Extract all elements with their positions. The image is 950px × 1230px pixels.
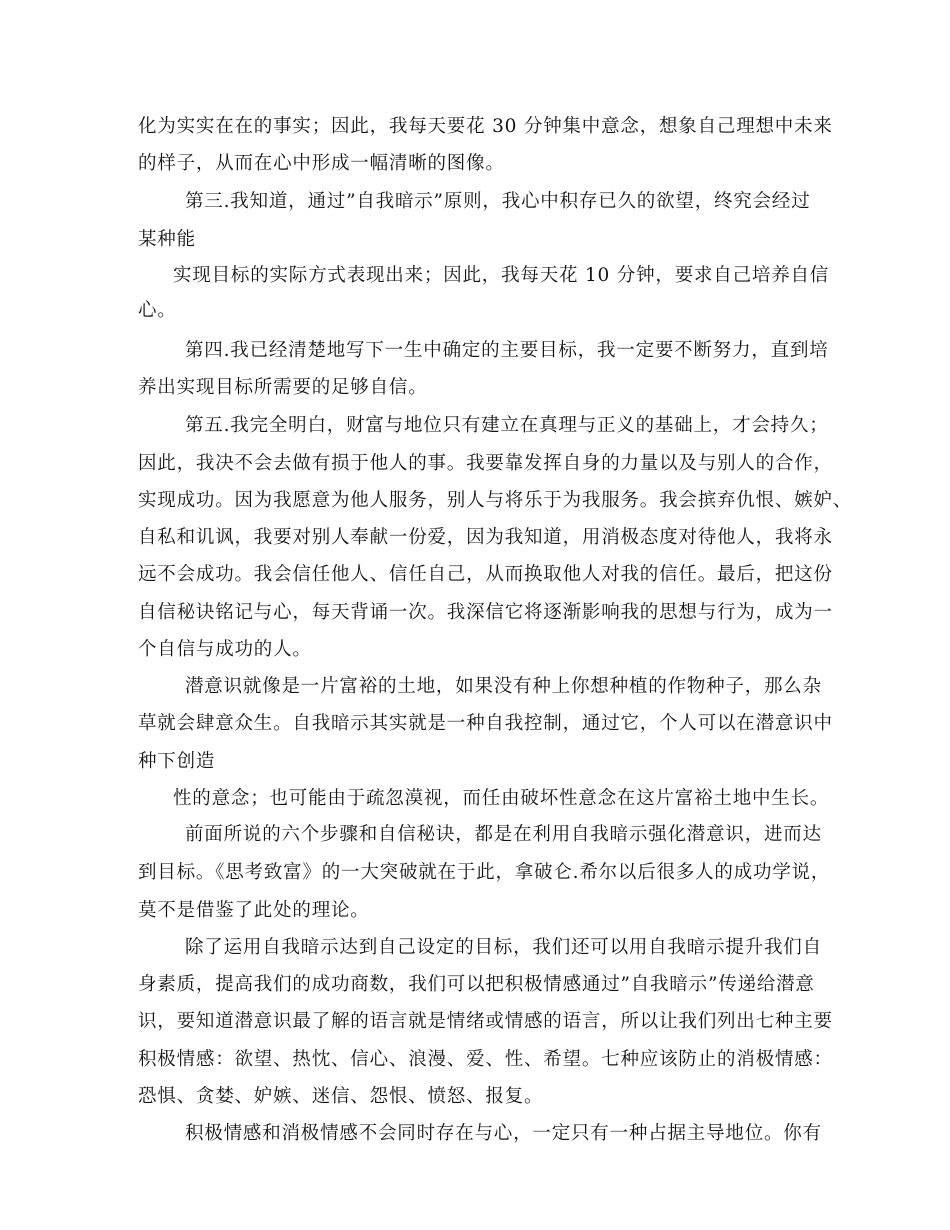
text-line: 实现成功。因为我愿意为他人服务，别人与将乐于为我服务。我会摈弃仇恨、嫉妒、 (138, 490, 853, 511)
text-line: 种下创造 (138, 751, 216, 772)
text-line: 积极情感：欲望、热忱、信心、浪漫、爱、性、希望。七种应该防止的消极情感： (138, 1049, 833, 1070)
text-line: 心。 (138, 300, 177, 321)
text-line: 实现目标的实际方式表现出来；因此，我每天花 10 分钟，要求自己培养自信 (173, 265, 830, 286)
text-line: 前面所说的六个步骤和自信秘诀，都是在利用自我暗示强化潜意识，进而达 (185, 824, 822, 845)
text-line: 的样子，从而在心中形成一幅清晰的图像。 (138, 153, 505, 174)
text-line: 潜意识就像是一片富裕的土地，如果没有种上你想种植的作物种子，那么杂 (185, 676, 822, 697)
text-line: 第三.我知道，通过”自我暗示”原则，我心中积存已久的欲望，终究会经过 (185, 191, 811, 212)
text-line: 身素质，提高我们的成功商数，我们可以把积极情感通过”自我暗示”传递给潜意 (138, 974, 815, 995)
text-line: 第四.我已经清楚地写下一生中确定的主要目标，我一定要不断努力，直到培 (185, 340, 829, 361)
text-line: 第五.我完全明白，财富与地位只有建立在真理与正义的基础上，才会持久； (185, 415, 829, 436)
text-line: 莫不是借鉴了此处的理论。 (138, 900, 370, 921)
text-line: 某种能 (138, 229, 196, 250)
text-line: 自私和讥讽，我要对别人奉献一份爱，因为我知道，用消极态度对待他人，我将永 (138, 527, 833, 548)
text-line: 草就会肆意众生。自我暗示其实就是一种自我控制，通过它，个人可以在潜意识中 (138, 713, 833, 734)
text-line: 远不会成功。我会信任他人、信任自己，从而换取他人对我的信任。最后，把这份 (138, 564, 833, 585)
text-line: 积极情感和消极情感不会同时存在与心，一定只有一种占据主导地位。你有 (185, 1123, 822, 1144)
text-line: 自信秘诀铭记与心，每天背诵一次。我深信它将逐渐影响我的思想与行为，成为一 (138, 602, 833, 623)
text-line: 个自信与成功的人。 (138, 639, 312, 660)
text-line: 恐惧、贪婪、妒嫉、迷信、怨恨、愤怒、报复。 (138, 1086, 544, 1107)
text-line: 识，要知道潜意识最了解的语言就是情绪或情感的语言，所以让我们列出七种主要 (138, 1011, 833, 1032)
text-line: 养出实现目标所需要的足够自信。 (138, 377, 428, 398)
text-line: 化为实实在在的事实；因此，我每天要花 30 分钟集中意念，想象自己理想中未来 (138, 116, 833, 137)
text-line: 到目标。《思考致富》的一大突破就在于此，拿破仑.希尔以后很多人的成功学说， (138, 862, 831, 883)
text-line: 性的意念；也可能由于疏忽漠视，而任由破坏性意念在这片富裕土地中生长。 (173, 788, 830, 809)
text-line: 除了运用自我暗示达到自己设定的目标，我们还可以用自我暗示提升我们自 (185, 937, 822, 958)
text-line: 因此，我决不会去做有损于他人的事。我要靠发挥自身的力量以及与别人的合作， (138, 453, 833, 474)
